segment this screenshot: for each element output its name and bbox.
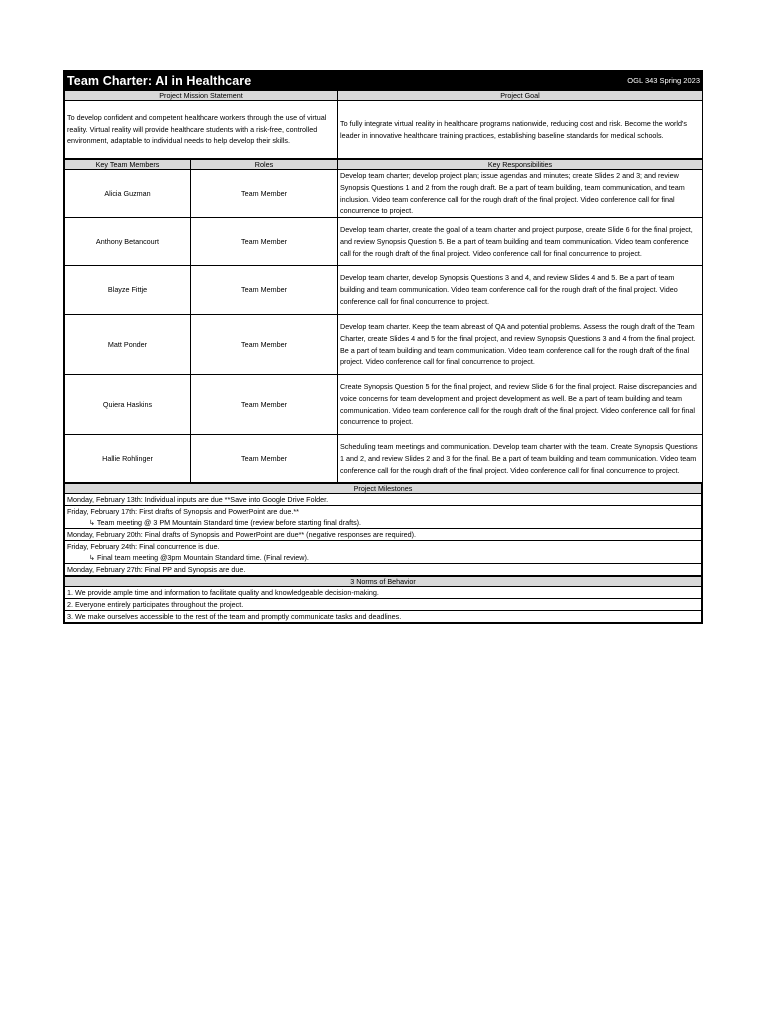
table-row: [65, 170, 703, 218]
table-row: [65, 218, 703, 266]
mission-text: To develop confident and competent healthcare workers through the use of virtual reality. Virtual reality will provide healthcare students with a risk-free, controlled environment, adaptable to individual needs to help develop their skills.: [65, 101, 338, 159]
milestone-text: Monday, February 20th: Final drafts of Synopsis and PowerPoint are due** (negative responses are required).: [67, 530, 417, 540]
member-name: Alicia Guzman: [65, 170, 191, 218]
milestone-text: Friday, February 24th: Final concurrence is due.: [67, 542, 220, 552]
milestone-item: [65, 494, 702, 506]
table-row: [65, 375, 703, 435]
milestone-text: Monday, February 27th: Final PP and Synopsis are due.: [67, 565, 246, 575]
member-responsibilities: Create Synopsis Question 5 for the final project, and review Slide 6 for the final project. Raise discrepancies and voice concerns for team development and project development as well. Be a part of team building and team communication. Video team conference call for the rough draft of the final project. Video conference call for final concurrence to project.: [338, 375, 703, 435]
member-responsibilities: Develop team charter, develop Synopsis Questions 3 and 4, and review Slides 4 and 5. Be a part of team building and team communication. Video team conference call for the rough draft of the final project. Video conference call for final concurrence to project.: [338, 266, 703, 315]
table-row: [65, 266, 703, 315]
milestone-item: [65, 529, 702, 541]
table-row: [65, 315, 703, 375]
milestone-item: [65, 541, 702, 564]
milestone-text: Monday, February 13th: Individual inputs are due **Save into Google Drive Folder.: [67, 495, 329, 505]
norm-item: 2. Everyone entirely participates throughout the project.: [65, 599, 702, 611]
milestone-subitem: ↳ Final team meeting @3pm Mountain Standard time. (Final review).: [89, 553, 309, 563]
table-row: [65, 435, 703, 483]
goal-heading: Project Goal: [338, 91, 703, 101]
members-col-header: Key Team Members: [65, 160, 191, 170]
roles-col-header: Roles: [191, 160, 338, 170]
member-role: Team Member: [191, 218, 338, 266]
member-role: Team Member: [191, 170, 338, 218]
milestone-item: [65, 564, 702, 576]
member-role: Team Member: [191, 266, 338, 315]
milestone-subitem: ↳ Team meeting @ 3 PM Mountain Standard time (review before starting final drafts).: [89, 518, 362, 528]
member-responsibilities: Develop team charter; develop project plan; issue agendas and minutes; create Slides 2 and 3; and review Synopsis Questions 1 and 2 from the rough draft. Be a part of team building, team communication, and team inclusion. Video team conference call for the rough draft of the final project. Video conference call for final concurrence to project.: [338, 170, 703, 218]
member-name: Hallie Rohlinger: [65, 435, 191, 483]
mission-heading: Project Mission Statement: [65, 91, 338, 101]
milestone-text: Friday, February 17th: First drafts of Synopsis and PowerPoint are due.**: [67, 507, 299, 517]
member-name: Matt Ponder: [65, 315, 191, 375]
milestones-table: [64, 483, 702, 576]
member-role: Team Member: [191, 375, 338, 435]
norm-item: 3. We make ourselves accessible to the rest of the team and promptly communicate tasks and deadlines.: [65, 611, 702, 623]
member-name: Blayze Fittje: [65, 266, 191, 315]
member-responsibilities: Scheduling team meetings and communication. Develop team charter with the team. Create Synopsis Questions 1 and 2, and review Slides 2 and 3 for the final. Be a part of team building and team communication. Video team conference call for the rough draft of the final project. Video conference call for final concurrence to project.: [338, 435, 703, 483]
norms-heading: 3 Norms of Behavior: [65, 577, 702, 587]
norms-table: [64, 576, 702, 623]
members-table: [64, 159, 703, 483]
member-responsibilities: Develop team charter. Keep the team abreast of QA and potential problems. Assess the rough draft of the Team Charter, create Slides 4 and 5 for the final project, and review Synopsis Questions 3 and 4 from the final project. Be a part of team building and team communication. Video team conference call for the rough draft of the final project. Video conference call for final concurrence to project.: [338, 315, 703, 375]
member-name: Quiera Haskins: [65, 375, 191, 435]
member-responsibilities: Develop team charter, create the goal of a team charter and project purpose, create Slide 6 for the final project, and review Synopsis Question 5. Be a part of team building and team communication. Video team conference call for the rough draft of the final project. Video conference call for final concurrence to project.: [338, 218, 703, 266]
page-title: Team Charter: AI in Healthcare: [67, 73, 252, 88]
course-term: OGL 343 Spring 2023: [627, 76, 700, 85]
member-role: Team Member: [191, 435, 338, 483]
norm-item: 1. We provide ample time and information to facilitate quality and knowledgeable decision-making.: [65, 587, 702, 599]
member-name: Anthony Betancourt: [65, 218, 191, 266]
team-charter-sheet: [63, 70, 703, 624]
title-bar: [64, 71, 702, 90]
milestones-heading: Project Milestones: [65, 484, 702, 494]
mission-goal-table: [64, 90, 703, 159]
milestone-item: [65, 506, 702, 529]
responsibilities-col-header: Key Responsibilities: [338, 160, 703, 170]
goal-text: To fully integrate virtual reality in healthcare programs nationwide, reducing cost and risk. Become the world's leader in innovative healthcare training practices, establishing baseline standards for medical schools.: [338, 101, 703, 159]
member-role: Team Member: [191, 315, 338, 375]
